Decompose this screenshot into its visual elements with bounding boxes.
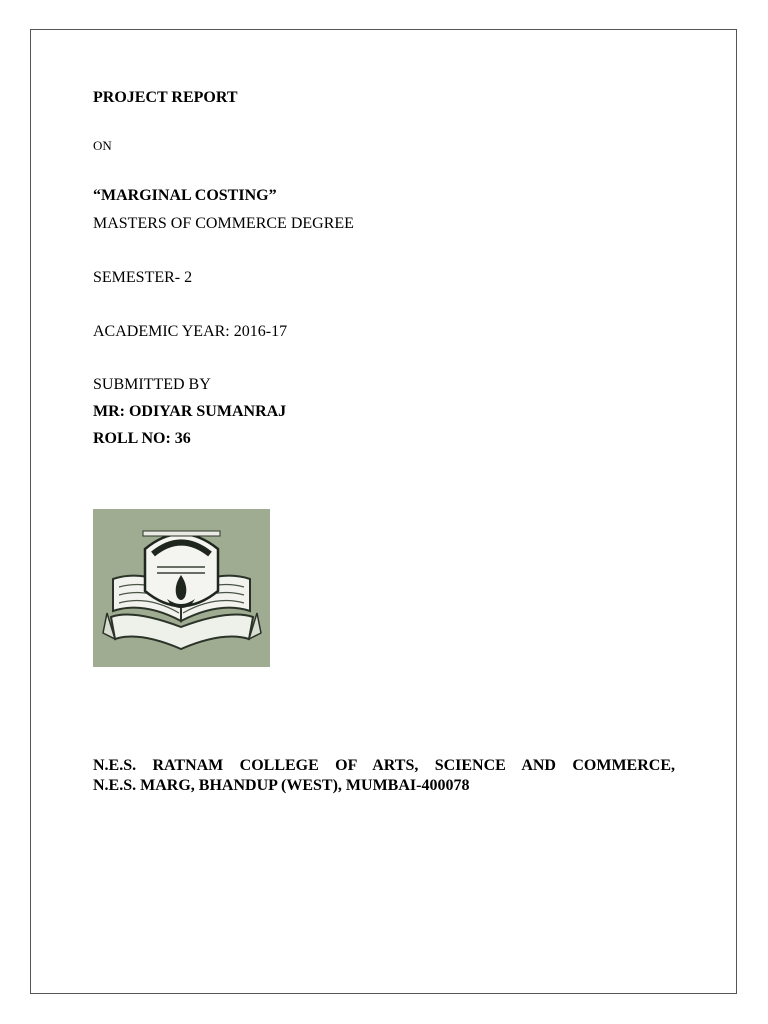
college-name-line: N.E.S. RATNAM COLLEGE OF ARTS, SCIENCE AND COMMERCE, [93, 757, 675, 774]
college-logo [93, 509, 270, 667]
student-name: MR: ODIYAR SUMANRAJ [93, 403, 287, 420]
college-address [93, 756, 675, 796]
academic-year: ACADEMIC YEAR: 2016-17 [93, 323, 288, 340]
report-title: PROJECT REPORT [93, 89, 238, 106]
degree-name: MASTERS OF COMMERCE DEGREE [93, 215, 354, 232]
college-address-line: N.E.S. MARG, BHANDUP (WEST), MUMBAI-400078 [93, 777, 470, 794]
submitted-by-label: SUBMITTED BY [93, 376, 211, 393]
project-topic: “MARGINAL COSTING” [93, 187, 277, 204]
on-label: ON [93, 138, 112, 153]
college-emblem-icon [93, 509, 270, 667]
semester: SEMESTER- 2 [93, 269, 193, 286]
roll-number: ROLL NO: 36 [93, 430, 191, 447]
